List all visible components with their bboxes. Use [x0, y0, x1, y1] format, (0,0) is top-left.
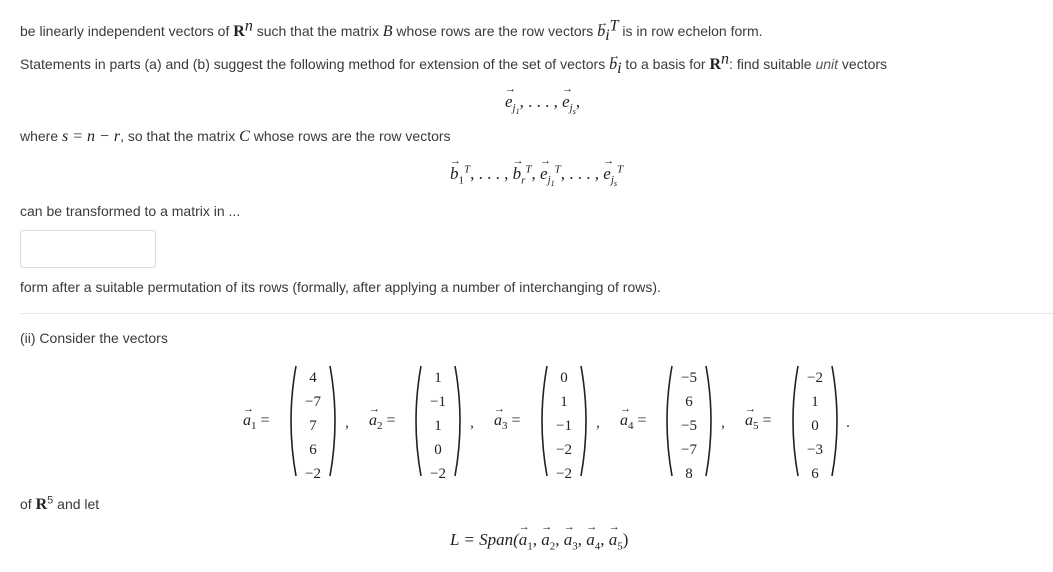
vector-a5-entries [789, 366, 841, 486]
section-divider [20, 313, 1053, 314]
line1-text-a: be linearly independent vectors of [20, 23, 234, 39]
display-equation-2 [450, 163, 624, 189]
R-symbol: R [233, 23, 245, 40]
line2-text-c: : find suitable [729, 56, 816, 72]
line3-text-c: whose rows are the row vectors [249, 128, 451, 144]
comma: , [721, 414, 725, 431]
a-letter: → a [609, 530, 618, 550]
line2-text-d: vectors [838, 56, 888, 72]
a-letter: → a [494, 412, 502, 430]
vector-label-a1: → $a_1$ = [243, 412, 270, 430]
vector-label-a4: → $a_4$ = [620, 412, 647, 430]
vector-entry: −2 [305, 466, 321, 482]
five-superscript: 5 [47, 494, 54, 507]
j-letter: j [512, 102, 516, 115]
text-line-3 [20, 127, 451, 146]
vector-entry: −1 [556, 418, 572, 434]
display-equation-3: L = Span(→ $a_1$, → $a_2$, → $a_3$, → $a_4$, → $a_5$) [450, 530, 628, 550]
T-superscript: T [609, 17, 619, 35]
vector-label-a5: → $a_5$ = [745, 412, 772, 430]
r-subscript: r [521, 174, 526, 187]
i-subscript: i [617, 59, 622, 77]
b-vector: → b [597, 23, 605, 41]
e-vector: → e [603, 164, 611, 184]
j-letter: j [569, 102, 573, 115]
j1-subscript [547, 174, 555, 189]
ellipsis: , . . . , [470, 164, 513, 183]
T-superscript: T [554, 163, 561, 176]
s-equals-n-minus-r: s = n − r [62, 128, 121, 145]
line7-text-a: of [20, 496, 36, 512]
separator: , [531, 164, 541, 183]
vector-a4-entries [663, 366, 715, 486]
ellipsis: , . . . , [560, 164, 604, 183]
vector-entry: 1 [434, 370, 442, 386]
vector-entry: −5 [681, 370, 697, 386]
vector-entry: −2 [430, 466, 446, 482]
n-superscript: n [721, 50, 730, 68]
vector-entry: 6 [811, 466, 819, 482]
text-line-7 [20, 495, 99, 514]
s-subscript: s [613, 179, 617, 189]
vector-entry: −3 [807, 442, 823, 458]
unit-word: unit [815, 56, 839, 72]
text-line-2 [20, 50, 888, 77]
ellipsis: , . . . , [519, 92, 563, 111]
one-subscript: 1 [550, 179, 555, 189]
comma: , [596, 414, 600, 431]
vector-a3-entries [538, 366, 590, 486]
b-vector: → b [609, 56, 617, 74]
a-letter: → a [745, 412, 753, 430]
s-subscript: s [572, 107, 576, 117]
subscript: 1 [527, 540, 533, 553]
line1-text-c: whose rows are the row vectors [392, 23, 598, 39]
period: . [846, 414, 850, 431]
vector-entry: 0 [560, 370, 568, 386]
vector-entry: 1 [811, 394, 819, 410]
line2-text-a: Statements in parts (a) and (b) suggest the following method for extension of the set of vectors [20, 56, 610, 72]
trailing-comma: , [575, 92, 581, 111]
vector-entry: −7 [305, 394, 321, 410]
vectors-row [0, 362, 1053, 482]
subscript: 5 [617, 540, 623, 553]
vector-entry: 1 [434, 418, 442, 434]
n-superscript: n [244, 17, 253, 35]
vector-a1-entries [287, 366, 339, 486]
a-letter: → a [243, 412, 251, 430]
text-line-5: form after a suitable permutation of its rows (formally, after applying a number of interchanging of rows). [20, 279, 661, 295]
a5-subscript: 5 [753, 420, 759, 433]
text-line-6: (ii) Consider the vectors [20, 330, 168, 346]
vector-entry: 6 [685, 394, 693, 410]
T-superscript: T [464, 163, 471, 176]
vector-label-a3: → $a_3$ = [494, 412, 521, 430]
line3-text-a: where [20, 128, 63, 144]
one-subscript: 1 [515, 107, 520, 117]
vector-entry: −2 [807, 370, 823, 386]
e-vector: → e [562, 92, 570, 112]
a-letter: → a [620, 412, 628, 430]
subscript: 3 [572, 540, 578, 553]
one-subscript: 1 [458, 174, 464, 187]
subscript: 4 [594, 540, 601, 553]
vector-entry: 8 [685, 466, 693, 482]
T-superscript: T [525, 163, 532, 176]
line7-text-b: and let [53, 496, 100, 512]
i-subscript: i [605, 26, 610, 44]
j-letter: j [610, 174, 614, 187]
vector-entry: 4 [309, 370, 317, 386]
vector-entry: 0 [811, 418, 819, 434]
a-letter: → a [519, 530, 528, 550]
line3-text-b: , so that the matrix [120, 128, 240, 144]
T-superscript: T [617, 163, 624, 176]
a-letter: → a [564, 530, 573, 550]
b-vector: → b [450, 164, 459, 184]
a1-subscript: 1 [251, 420, 257, 433]
a-letter: → a [541, 530, 550, 550]
vector-entry: 0 [434, 442, 442, 458]
e-vector: → e [505, 92, 513, 112]
vector-entry: 6 [309, 442, 317, 458]
R-symbol: R [35, 496, 48, 513]
vector-label-a2: → $a_2$ = [369, 412, 396, 430]
subscript: 2 [549, 540, 556, 553]
answer-input[interactable] [20, 230, 156, 268]
vector-entry: 1 [560, 394, 568, 410]
line2-text-b: to a basis for [621, 56, 710, 72]
a3-subscript: 3 [502, 420, 508, 433]
vector-entry: −7 [681, 442, 697, 458]
comma: , [345, 414, 349, 431]
js-subscript [610, 174, 617, 189]
vector-entry: 7 [309, 418, 317, 434]
a4-subscript: 4 [628, 420, 634, 433]
a-letter: → a [586, 530, 595, 550]
vector-a2-entries [412, 366, 464, 486]
display-equation-1 [505, 92, 581, 117]
b-vector: → b [513, 164, 522, 184]
text-line-1 [20, 17, 763, 44]
j1-subscript [512, 102, 520, 117]
a2-subscript: 2 [377, 420, 383, 433]
e-vector: → e [540, 164, 548, 184]
text-line-4: can be transformed to a matrix in ... [20, 203, 241, 219]
B-symbol: B [382, 23, 393, 40]
C-symbol: C [239, 128, 250, 145]
a-letter: → a [369, 412, 377, 430]
vector-entry: −1 [430, 394, 446, 410]
comma: , [470, 414, 474, 431]
j-letter: j [547, 174, 551, 187]
R-symbol: R [709, 56, 722, 73]
vector-entry: −2 [556, 442, 572, 458]
vector-entry: −5 [681, 418, 697, 434]
vector-entry: −2 [556, 466, 572, 482]
line1-text-d: is in row echelon form. [618, 23, 763, 39]
L-span-lhs: L = Span( [450, 530, 519, 549]
line1-text-b: such that the matrix [252, 23, 383, 39]
close-paren: ) [622, 530, 629, 549]
